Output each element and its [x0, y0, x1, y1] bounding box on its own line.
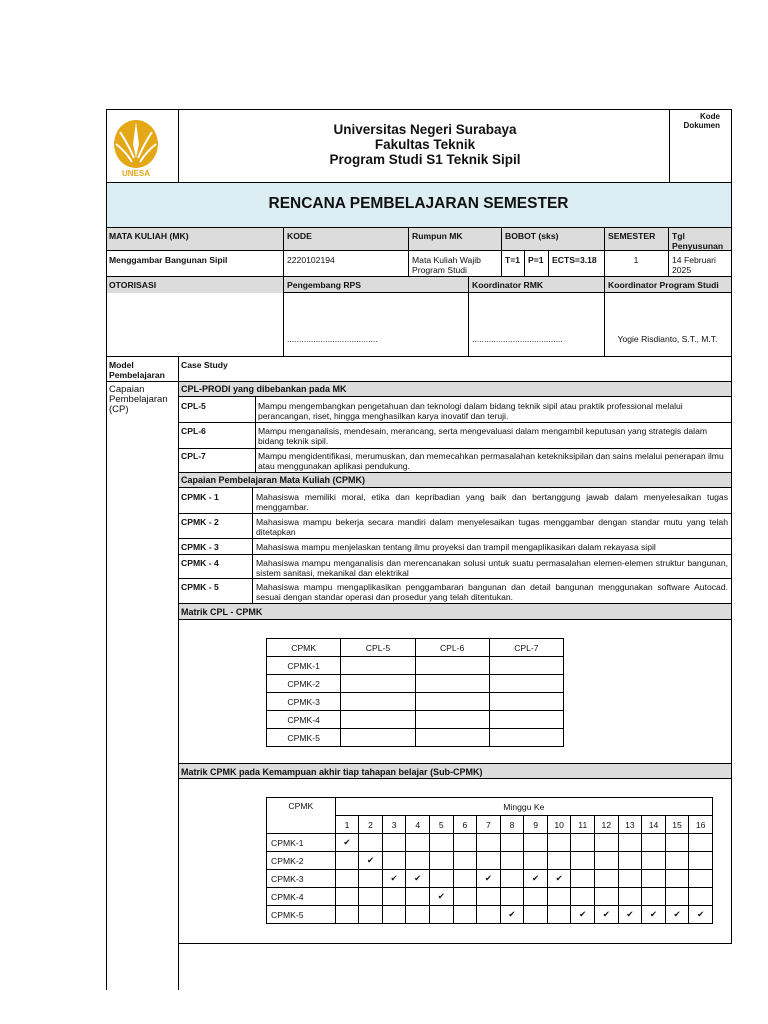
- check-icon: ✔: [359, 852, 383, 870]
- cpmk-code-1: CPMK - 1: [181, 492, 219, 502]
- hdr-bottom: [106, 182, 732, 183]
- matrix1-row-label: CPMK-1: [267, 657, 341, 675]
- sign-pengembang: ......................................: [287, 334, 378, 344]
- model-bottom: [106, 381, 732, 382]
- matrix1-cell: [489, 729, 563, 747]
- matrix2-row: [267, 852, 713, 870]
- m2-heading-bottom: [178, 778, 732, 779]
- matrix1-corner: CPMK: [267, 639, 341, 657]
- cpl-code-1: CPL-5: [181, 401, 206, 411]
- matrix2-cell: [382, 888, 406, 906]
- matrix1-col-cpl7: CPL-7: [489, 639, 563, 657]
- matrix2-cell: [335, 870, 359, 888]
- week-header-1: 1: [335, 816, 359, 834]
- matrix2-cell: [665, 870, 689, 888]
- cpmk-code-4: CPMK - 4: [181, 558, 219, 568]
- course-v3: [501, 227, 502, 277]
- week-header-2: 2: [359, 816, 383, 834]
- matrix2-cell: [430, 906, 454, 924]
- cpl-h2: [178, 448, 732, 449]
- check-icon: ✔: [382, 870, 406, 888]
- matrix1-cell: [415, 711, 489, 729]
- kode-header: KODE: [287, 231, 312, 241]
- matrix2-row-label: CPMK-2: [267, 852, 336, 870]
- matrix2-cell: [689, 852, 713, 870]
- course-v5: [548, 251, 549, 277]
- university-name: Universitas Negeri Surabaya: [333, 122, 517, 137]
- week-header-8: 8: [500, 816, 524, 834]
- matrix2-cell: [595, 870, 619, 888]
- m2-section-bottom: [178, 943, 732, 944]
- matrix2-cell: [335, 888, 359, 906]
- page-title: RENCANA PEMBELAJARAN SEMESTER: [268, 195, 569, 212]
- week-header-4: 4: [406, 816, 430, 834]
- matrix2-cell: [642, 852, 666, 870]
- week-header-14: 14: [642, 816, 666, 834]
- matrix1-cell: [489, 675, 563, 693]
- kode-dokumen-label: Kode Dokumen: [683, 112, 720, 130]
- matrix2-row-label: CPMK-5: [267, 906, 336, 924]
- matrix2-cell: [500, 870, 524, 888]
- matrix1-cell: [415, 657, 489, 675]
- matrix2-cell: [406, 906, 430, 924]
- check-icon: ✔: [547, 870, 571, 888]
- matrix2-corner: CPMK: [267, 798, 336, 834]
- unesa-logo-icon: [110, 114, 162, 180]
- matrix2-cell: [406, 852, 430, 870]
- matrix2-cell: [571, 888, 595, 906]
- check-icon: ✔: [500, 906, 524, 924]
- cpl-cpmk-matrix: [266, 638, 564, 747]
- matrix2-cell: [359, 888, 383, 906]
- cpmk-text-5: Mahasiswa mampu mengaplikasikan penggambaran bangunan dan detail bangunan menggunakan software Autocad. sesuai dengan standar operasi dan prosedur yang telah ditentukan.: [256, 582, 728, 602]
- matrix1-cell: [415, 729, 489, 747]
- matrix2-cell: [618, 888, 642, 906]
- week-header-12: 12: [595, 816, 619, 834]
- matrix2-cell: [500, 888, 524, 906]
- check-icon: ✔: [618, 906, 642, 924]
- course-bottom: [106, 276, 732, 277]
- matrix1-heading: Matrik CPL - CPMK: [181, 607, 263, 617]
- matrix1-row: [267, 675, 564, 693]
- matrix2-cell: [382, 852, 406, 870]
- matrix1-row: [267, 711, 564, 729]
- matrix2-cell: [571, 870, 595, 888]
- rumpun-value: Mata Kuliah Wajib Program Studi: [412, 255, 481, 275]
- matrix2-cell: [500, 852, 524, 870]
- matrix2-cell: [524, 906, 548, 924]
- tgl-header: Tgl Penyusunan: [672, 231, 724, 251]
- cpmk-code-5: CPMK - 5: [181, 582, 219, 592]
- course-v6: [604, 227, 605, 277]
- week-header-10: 10: [547, 816, 571, 834]
- cpl-h0: [178, 396, 732, 397]
- matrix2-cell: [477, 906, 501, 924]
- bobot-header: BOBOT (sks): [505, 231, 559, 241]
- check-icon: ✔: [665, 906, 689, 924]
- matrix1-cell: [415, 693, 489, 711]
- cpmk-code-2: CPMK - 2: [181, 517, 219, 527]
- matrix2-cell: [477, 834, 501, 852]
- otorisasi-label: OTORISASI: [109, 280, 157, 290]
- hdr-v1: [178, 109, 179, 183]
- matrix2-row-label: CPMK-3: [267, 870, 336, 888]
- matrix2-cell: [595, 888, 619, 906]
- matrix2-heading: Matrik CPMK pada Kemampuan akhir tiap tahapan belajar (Sub-CPMK): [181, 767, 483, 777]
- matrix2-row: [267, 834, 713, 852]
- course-v4: [524, 251, 525, 277]
- cpmk-code-3: CPMK - 3: [181, 542, 219, 552]
- matrix2-cell: [382, 906, 406, 924]
- cpmk-heading: Capaian Pembelajaran Mata Kuliah (CPMK): [181, 475, 366, 485]
- check-icon: ✔: [406, 870, 430, 888]
- matrix2-cell: [453, 888, 477, 906]
- matrix2-group-header: Minggu Ke: [335, 798, 712, 816]
- otor-v1: [283, 277, 284, 357]
- matrix1-col-cpl6: CPL-6: [415, 639, 489, 657]
- check-icon: ✔: [595, 906, 619, 924]
- matrix1-cell: [489, 657, 563, 675]
- week-header-5: 5: [430, 816, 454, 834]
- check-icon: ✔: [524, 870, 548, 888]
- matrix1-row: [267, 693, 564, 711]
- matrix2-cell: [335, 906, 359, 924]
- check-icon: ✔: [689, 906, 713, 924]
- check-icon: ✔: [335, 834, 359, 852]
- otor-hdr-bottom: [283, 292, 732, 293]
- sub-cpmk-matrix: [266, 797, 713, 924]
- matrix2-cell: [406, 888, 430, 906]
- sign-prodi: Yogie Risdianto, S.T., M.T.: [617, 334, 718, 344]
- matrix2-cell: [430, 834, 454, 852]
- matrix2-cell: [595, 852, 619, 870]
- check-icon: ✔: [642, 906, 666, 924]
- mk-header: MATA KULIAH (MK): [109, 231, 189, 241]
- matrix2-cell: [453, 834, 477, 852]
- m1-section-bottom: [178, 763, 732, 764]
- check-icon: ✔: [571, 906, 595, 924]
- cpmk-text-1: Mahasiswa memiliki moral, etika dan kepribadian yang baik dan bertanggung jawab dalam menyelesaikan tugas menggambar.: [256, 492, 728, 512]
- matrix2-cell: [642, 888, 666, 906]
- otor-bottom: [106, 356, 732, 357]
- cpmk-h0: [178, 487, 732, 488]
- matrix2-cell: [547, 852, 571, 870]
- matrix2-row: [267, 888, 713, 906]
- matrix2-cell: [571, 834, 595, 852]
- matrix2-cell: [547, 888, 571, 906]
- otor-v3: [604, 277, 605, 357]
- matrix1-cell: [489, 711, 563, 729]
- matrix2-cell: [524, 888, 548, 906]
- course-v1: [283, 227, 284, 277]
- cpmk-h1: [178, 513, 732, 514]
- matrix2-cell: [571, 852, 595, 870]
- matrix2-cell: [359, 906, 383, 924]
- matrix2-cell: [665, 852, 689, 870]
- matrix1-row: [267, 657, 564, 675]
- matrix2-cell: [453, 870, 477, 888]
- matrix2-cell: [689, 888, 713, 906]
- check-icon: ✔: [430, 888, 454, 906]
- cpmk-text-2: Mahasiswa mampu bekerja secara mandiri dalam menyelesaikan tugas menggambar dengan standar mutu yang telah ditetapkan: [256, 517, 728, 537]
- tgl-value: 14 Februari 2025: [672, 255, 716, 275]
- cpl-heading: CPL-PRODI yang dibebankan pada MK: [181, 384, 347, 394]
- matrix1-row: [267, 729, 564, 747]
- matrix1-cell: [341, 693, 415, 711]
- matrix2-cell: [618, 870, 642, 888]
- koordinator-rmk-header: Koordinator RMK: [472, 280, 544, 290]
- matrix2-row: [267, 870, 713, 888]
- p-value: P=1: [528, 255, 544, 265]
- week-header-11: 11: [571, 816, 595, 834]
- cpl-text-3: Mampu mengidentifikasi, merumuskan, dan memecahkan permasalahan ketekniksipilan dan sains melalui penerapan ilmu atau menggunakan aplikasi pendukung.: [258, 451, 724, 471]
- matrix1-cell: [489, 693, 563, 711]
- matrix1-cell: [341, 729, 415, 747]
- matrix1-cell: [341, 675, 415, 693]
- matrix2-cell: [500, 834, 524, 852]
- matrix2-cell: [477, 852, 501, 870]
- cpmk-v: [252, 487, 253, 604]
- cpl-h3: [178, 472, 732, 473]
- matrix1-cell: [341, 711, 415, 729]
- left-col-divider: [178, 356, 179, 990]
- matrix2-cell: [335, 852, 359, 870]
- program-name: Program Studi S1 Teknik Sipil: [329, 152, 521, 167]
- cpmk-text-4: Mahasiswa mampu menganalisis dan merencanakan solusi untuk suatu permasalahan elemen-elemen struktur bangunan, sistem sanitasi, mekanikal dan elektrikal: [256, 558, 728, 578]
- matrix2-cell: [524, 852, 548, 870]
- matrix2-cell: [665, 834, 689, 852]
- matrix2-cell: [547, 834, 571, 852]
- matrix2-cell: [642, 870, 666, 888]
- matrix2-cell: [524, 834, 548, 852]
- sign-rmk: ......................................: [472, 334, 563, 344]
- logo-text: UNESA: [121, 169, 151, 178]
- faculty-name: Fakultas Teknik: [374, 137, 476, 152]
- matrix2-cell: [382, 834, 406, 852]
- course-hdr-bottom: [106, 250, 732, 251]
- matrix1-row-label: CPMK-4: [267, 711, 341, 729]
- week-header-3: 3: [382, 816, 406, 834]
- matrix2-row: [267, 906, 713, 924]
- matrix2-cell: [618, 834, 642, 852]
- semester-header: SEMESTER: [608, 231, 656, 241]
- otor-v2: [468, 277, 469, 357]
- hdr-v2: [669, 109, 670, 183]
- matrix2-cell: [618, 852, 642, 870]
- matrix2-cell: [689, 834, 713, 852]
- title-bottom: [106, 227, 732, 228]
- semester-value: 1: [633, 255, 639, 265]
- matrix2-row-label: CPMK-1: [267, 834, 336, 852]
- matrix2-cell: [689, 870, 713, 888]
- course-v7: [668, 227, 669, 277]
- cpmk-h2: [178, 538, 732, 539]
- cp-label: Capaian Pembelajaran (CP): [109, 384, 168, 415]
- koordinator-prodi-header: Koordinator Program Studi: [608, 280, 719, 290]
- matrix2-cell: [430, 852, 454, 870]
- matrix1-row-label: CPMK-3: [267, 693, 341, 711]
- matrix2-cell: [430, 870, 454, 888]
- pengembang-header: Pengembang RPS: [287, 280, 362, 290]
- week-header-6: 6: [453, 816, 477, 834]
- week-header-15: 15: [665, 816, 689, 834]
- cpl-text-1: Mampu mengembangkan pengetahuan dan teknologi dalam bidang teknik sipil atau praktik professional melalui perancangan, riset, hingga menghasilkan karya inovatif dan teruji.: [258, 401, 683, 421]
- week-header-9: 9: [524, 816, 548, 834]
- model-value: Case Study: [181, 360, 228, 370]
- course-v2: [408, 227, 409, 277]
- matrix2-cell: [477, 888, 501, 906]
- matrix2-cell: [453, 852, 477, 870]
- frame-right: [731, 109, 732, 944]
- cpl-v: [255, 396, 256, 473]
- matrix2-cell: [359, 834, 383, 852]
- matrix1-col-cpl5: CPL-5: [341, 639, 415, 657]
- cpmk-h5: [178, 603, 732, 604]
- t-value: T=1: [505, 255, 521, 265]
- matrix2-cell: [665, 888, 689, 906]
- kode-value: 2220102194: [287, 255, 335, 265]
- cpl-text-2: Mampu menganalisis, mendesain, merancang, serta mengevaluasi dalam mengambil keputusan yang strategis dalam bidang teknik sipil.: [258, 426, 708, 446]
- matrix2-cell: [642, 834, 666, 852]
- cpl-code-3: CPL-7: [181, 451, 206, 461]
- matrix2-cell: [547, 906, 571, 924]
- week-header-7: 7: [477, 816, 501, 834]
- cpl-h1: [178, 422, 732, 423]
- frame-top: [106, 109, 732, 110]
- matrix1-cell: [341, 657, 415, 675]
- matrix1-cell: [415, 675, 489, 693]
- matrix1-row-label: CPMK-2: [267, 675, 341, 693]
- matrix2-row-label: CPMK-4: [267, 888, 336, 906]
- cpmk-h4: [178, 578, 732, 579]
- m1-heading-bottom: [178, 619, 732, 620]
- week-header-16: 16: [689, 816, 713, 834]
- week-header-13: 13: [618, 816, 642, 834]
- matrix2-cell: [406, 834, 430, 852]
- matrix2-cell: [595, 834, 619, 852]
- ects-value: ECTS=3.18: [552, 255, 597, 265]
- model-label: Model Pembelajaran: [109, 360, 165, 380]
- check-icon: ✔: [477, 870, 501, 888]
- frame-left: [106, 109, 107, 990]
- matrix2-cell: [453, 906, 477, 924]
- cpmk-h3: [178, 554, 732, 555]
- cpl-code-2: CPL-6: [181, 426, 206, 436]
- matrix1-row-label: CPMK-5: [267, 729, 341, 747]
- cpmk-text-3: Mahasiswa mampu menjelaskan tentang ilmu proyeksi dan trampil mengaplikasikan dalam rekayasa sipil: [256, 542, 656, 552]
- matrix2-cell: [359, 870, 383, 888]
- rumpun-header: Rumpun MK: [412, 231, 463, 241]
- mk-value: Menggambar Bangunan Sipil: [109, 255, 228, 265]
